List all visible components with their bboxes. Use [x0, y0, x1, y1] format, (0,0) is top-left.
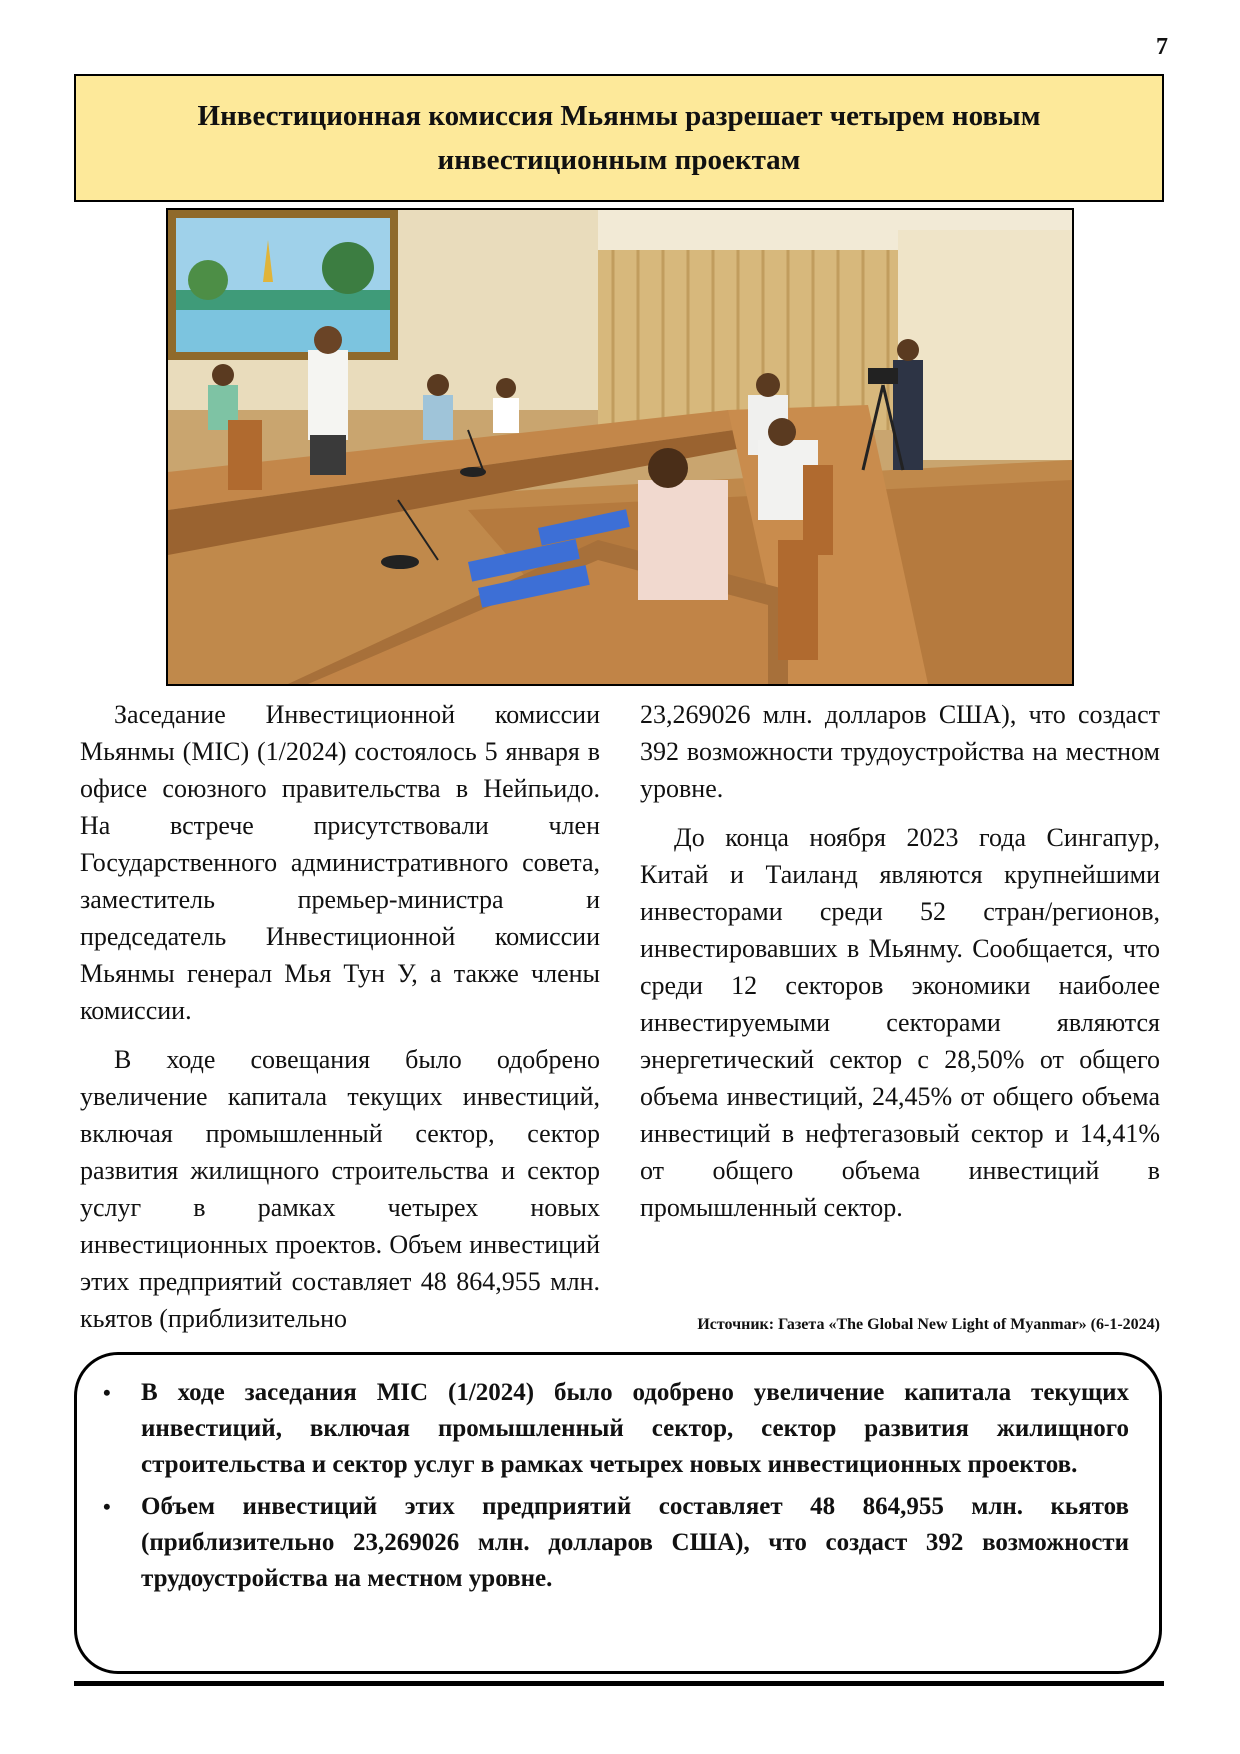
summary-box: [74, 1352, 1162, 1674]
summary-item: [99, 1489, 1129, 1597]
bullet-icon: •: [103, 1380, 111, 1405]
source-line: Источник: Газета «The Global New Light of Myanmar» (6-1-2024): [697, 1316, 1160, 1333]
meeting-photo: [166, 208, 1074, 686]
summary-list: [99, 1375, 1129, 1597]
left-column: [80, 696, 600, 1349]
summary-item: [99, 1375, 1129, 1483]
article-title: Инвестиционная комиссия Мьянмы разрешает четырем новым инвестиционным проектам: [197, 100, 1041, 176]
summary-item-text: Объем инвестиций этих предприятий составляет 48 864,955 млн. кьятов (приблизительно 23,269026 млн. долларов США), что создаст 392 возможности трудоустройства на местном уровне.: [141, 1493, 1129, 1592]
bottom-divider: [74, 1681, 1164, 1686]
page-number: 7: [1156, 34, 1168, 60]
right-column: [640, 696, 1160, 1238]
summary-item-text: В ходе заседания MIC (1/2024) было одобрено увеличение капитала текущих инвестиций, включая промышленный сектор, сектор развития жилищного строительства и сектор услуг в рамках четырех новых инвестиционных проектов.: [141, 1379, 1129, 1478]
title-box: [74, 74, 1164, 202]
right-paragraph-2: До конца ноября 2023 года Сингапур, Китай и Таиланд являются крупнейшими инвесторами среди 52 стран/регионов, инвестировавших в Мьянму. Сообщается, что среди 12 секторов экономики наиболее инвестируемыми секторами являются энергетический сектор с 28,50% от общего объема инвестиций, 24,45% от общего объема инвестиций в нефтегазовый сектор и 14,41% от общего объема инвестиций в промышленный сектор.: [640, 823, 1160, 1222]
bullet-icon: •: [103, 1494, 111, 1519]
right-paragraph-1: 23,269026 млн. долларов США), что создаст 392 возможности трудоустройства на местном уровне.: [640, 700, 1160, 803]
left-paragraph-1: Заседание Инвестиционной комиссии Мьянмы (MIC) (1/2024) состоялось 5 января в офисе союзного правительства в Нейпьидо. На встрече присутствовали член Государственного административного совета, заместитель премьер-министра и председатель Инвестиционной комиссии Мьянмы генерал Мья Тун У, а также члены комиссии.: [80, 700, 600, 1025]
left-paragraph-2: В ходе совещания было одобрено увеличение капитала текущих инвестиций, включая промышленный сектор, сектор развития жилищного строительства и сектор услуг в рамках четырех новых инвестиционных проектов. Объем инвестиций этих предприятий составляет 48 864,955 млн. кьятов (приблизительно: [80, 1045, 600, 1333]
